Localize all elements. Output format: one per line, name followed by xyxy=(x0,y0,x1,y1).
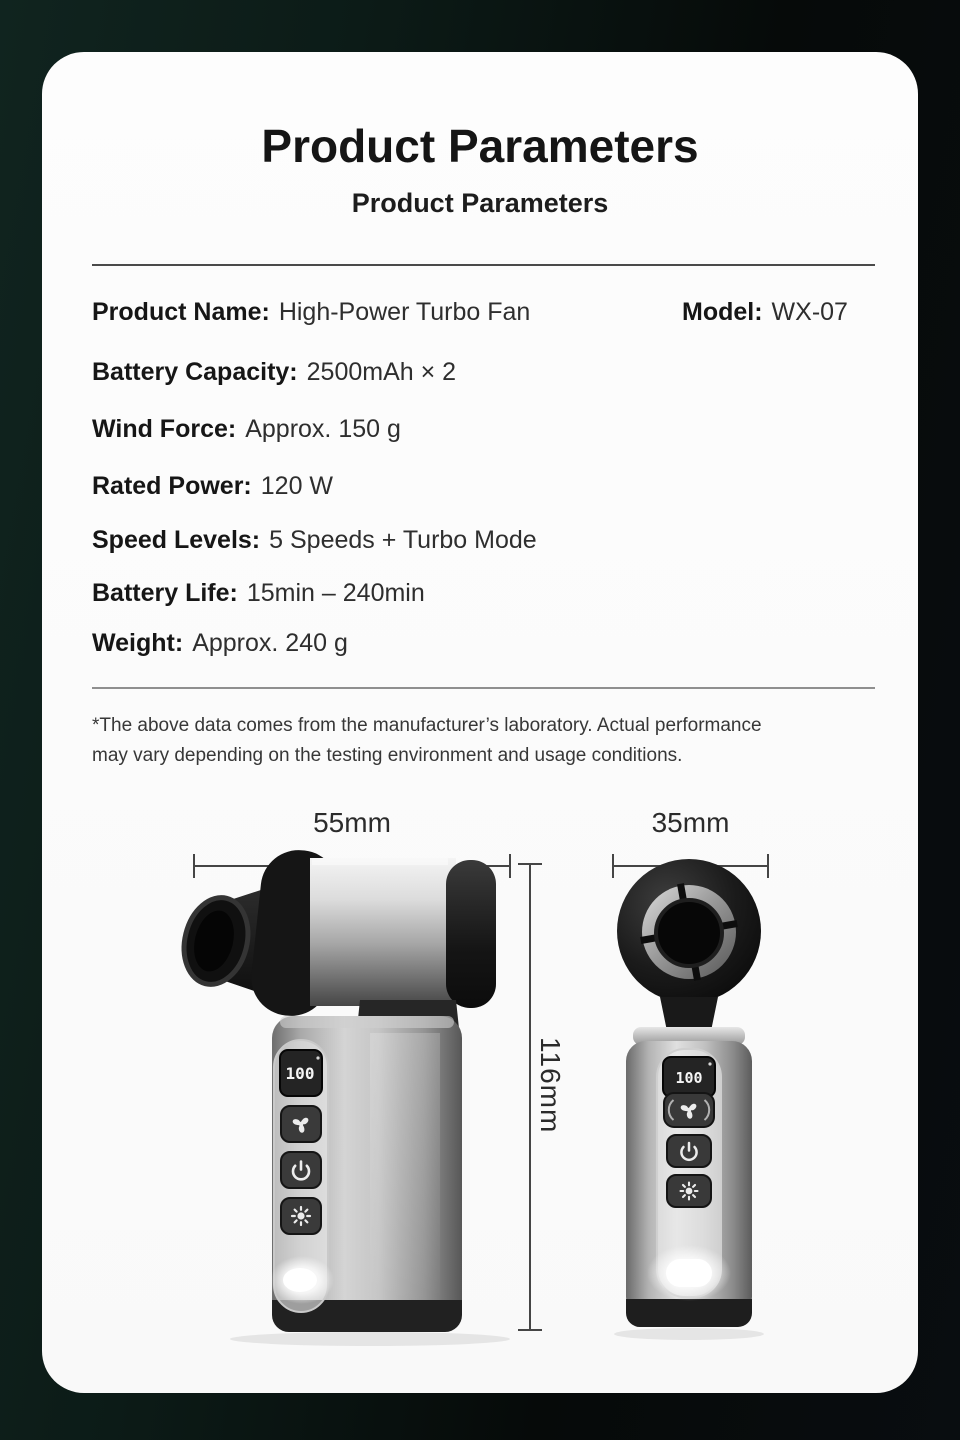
display-degree-dot xyxy=(316,1056,319,1059)
spec-label: Wind Force: xyxy=(92,415,237,443)
battery-display-value: 100 xyxy=(675,1069,703,1087)
disclaimer-line-2: may vary depending on the testing environment and usage conditions. xyxy=(92,745,683,766)
spec-row-battery-life xyxy=(92,576,425,610)
led-light xyxy=(283,1268,317,1292)
spec-label: Battery Life: xyxy=(92,579,238,607)
spec-value: High-Power Turbo Fan xyxy=(278,298,531,326)
disclaimer-line-1: *The above data comes from the manufacturer’s laboratory. Actual performance xyxy=(92,715,762,736)
spec-row-wind-force xyxy=(92,412,401,446)
control-panel xyxy=(270,1040,334,1312)
divider-bottom xyxy=(92,687,875,689)
fan-head xyxy=(617,859,761,1003)
spec-label: Battery Capacity: xyxy=(92,358,298,386)
spec-value: Approx. 240 g xyxy=(192,629,348,657)
barrel-rear-cap xyxy=(446,860,496,1008)
fan-barrel xyxy=(248,848,496,1020)
page-title: Product Parameters xyxy=(261,120,699,172)
neck xyxy=(660,997,718,1031)
spec-row-product-name xyxy=(92,295,530,329)
led-light xyxy=(666,1259,712,1287)
dimension-label-35mm: 35mm xyxy=(651,807,730,838)
fan-front-view-image xyxy=(600,853,780,1343)
spec-row-model xyxy=(682,295,848,329)
battery-display-value: 100 xyxy=(285,1064,315,1083)
spec-value: Approx. 150 g xyxy=(245,415,401,443)
fan-side-view-image xyxy=(160,848,520,1348)
dimension-label-116mm: 116mm xyxy=(535,1037,566,1134)
control-panel xyxy=(647,1049,731,1301)
spec-value: 120 W xyxy=(260,472,334,500)
ground-shadow xyxy=(230,1332,510,1346)
divider-top xyxy=(92,264,875,266)
spec-value: 2500mAh × 2 xyxy=(306,358,457,386)
spec-label: Weight: xyxy=(92,629,184,657)
spec-row-rated-power xyxy=(92,469,333,503)
spec-row-speed-levels xyxy=(92,523,537,557)
disclaimer xyxy=(92,711,884,771)
page-subtitle: Product Parameters xyxy=(351,188,609,218)
spec-value: WX-07 xyxy=(771,298,848,326)
dimension-label-55mm: 55mm xyxy=(313,807,391,838)
spec-row-battery-capacity xyxy=(92,355,456,389)
ground-shadow xyxy=(614,1328,764,1340)
spec-label: Speed Levels: xyxy=(92,526,261,554)
spec-label: Product Name: xyxy=(92,298,270,326)
base-band xyxy=(626,1299,752,1327)
spec-value: 15min – 240min xyxy=(246,579,425,607)
display-degree-dot xyxy=(708,1062,711,1065)
spec-label: Rated Power: xyxy=(92,472,252,500)
dimension-line xyxy=(529,863,531,1331)
product-card xyxy=(42,52,918,1393)
dimension-tick xyxy=(518,1329,542,1331)
spec-value: 5 Speeds + Turbo Mode xyxy=(269,526,537,554)
spec-label: Model: xyxy=(682,298,763,326)
spec-row-weight xyxy=(92,626,348,660)
